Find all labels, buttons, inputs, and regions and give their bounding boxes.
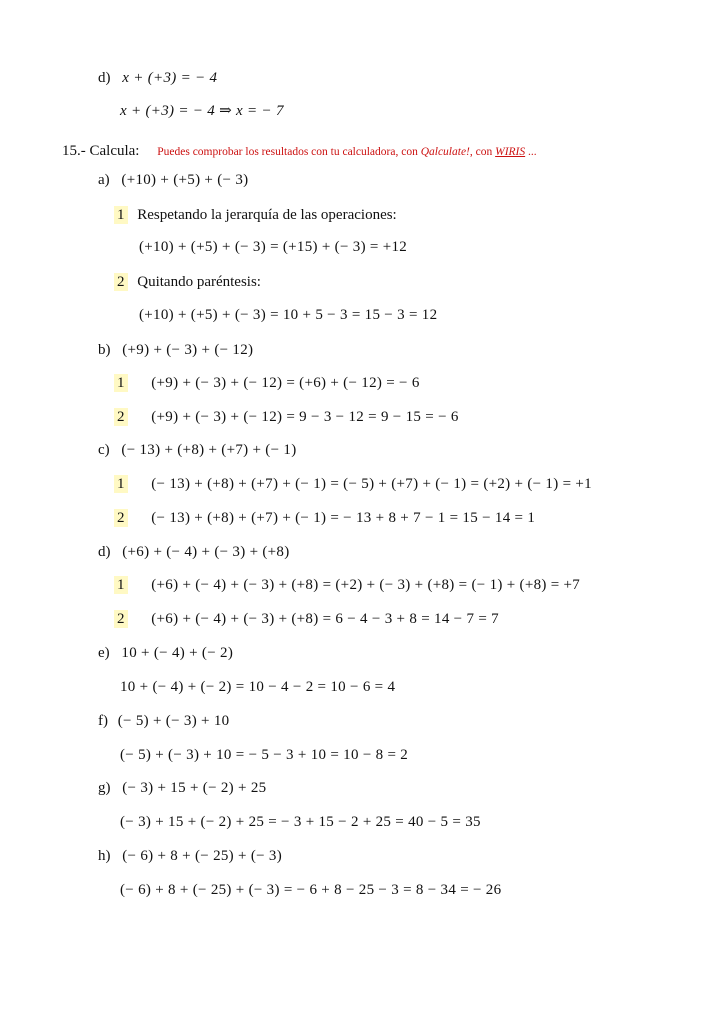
step-text: Respetando la jerarquía de las operaciones: [137,207,397,223]
step-number-badge: 1 [114,576,128,594]
step-number-badge: 2 [114,408,128,426]
expression: (+9) + (− 3) + (− 12) = 9 − 3 − 12 = 9 − 15 = − 6 [151,409,459,425]
step-text: Quitando paréntesis: [137,274,261,290]
expression: (+9) + (− 3) + (− 12) [122,342,254,358]
item-label: b) [98,342,111,358]
exercise-title: 15.- Calcula: [62,143,140,159]
step-number-badge: 2 [114,273,128,291]
step-2-expression [139,305,437,325]
step-1 [114,474,592,494]
expression: (− 5) + (− 3) + 10 [117,713,230,729]
expression: (− 13) + (+8) + (+7) + (− 1) = (− 5) + (+7) + (− 1) = (+2) + (− 1) = +1 [151,476,592,492]
expression: (− 6) + 8 + (− 25) + (− 3) [122,848,283,864]
expression: 10 + (− 4) + (− 2) [121,645,234,661]
exercise-a [98,170,248,190]
step-2 [114,609,499,629]
wiris-link[interactable]: WIRIS [495,146,526,158]
expression: (+6) + (− 4) + (− 3) + (+8) [122,544,290,560]
exercise-header [62,141,537,162]
exercise-g [98,778,266,798]
step-number-badge: 1 [114,374,128,392]
calculator-note [157,146,536,158]
expression: (− 13) + (+8) + (+7) + (− 1) = − 13 + 8 + 7 − 1 = 15 − 14 = 1 [151,510,536,526]
step-2 [114,508,535,528]
exercise-h-solution [120,880,501,900]
step-number-badge: 1 [114,206,128,224]
expression: x + (+3) = − 4 [122,70,218,86]
exercise-h [98,846,282,866]
exercise-f-solution [120,745,408,765]
solution: x + (+3) = − 4 ⇒ x = − 7 [120,103,284,119]
expression: (+10) + (+5) + (− 3) [121,172,249,188]
step-1 [114,575,580,595]
expression: (+10) + (+5) + (− 3) = (+15) + (− 3) = +12 [139,239,408,255]
prev-exercise-d-solution [120,101,284,121]
solution: (− 3) + 15 + (− 2) + 25 = − 3 + 15 − 2 + 25 = 40 − 5 = 35 [120,814,481,830]
prev-exercise-d [98,68,217,88]
exercise-e [98,643,233,663]
expression: (+10) + (+5) + (− 3) = 10 + 5 − 3 = 15 − 3 = 12 [139,307,438,323]
item-label: d) [98,544,111,560]
solution: (− 6) + 8 + (− 25) + (− 3) = − 6 + 8 − 25 − 3 = 8 − 34 = − 26 [120,882,502,898]
step-number-badge: 1 [114,475,128,493]
step-1-expression [139,237,407,257]
exercise-e-solution [120,677,395,697]
item-label: a) [98,172,110,188]
exercise-d [98,542,290,562]
expression: (+6) + (− 4) + (− 3) + (+8) = (+2) + (− 3) + (+8) = (− 1) + (+8) = +7 [151,577,581,593]
note-text: , con [469,146,496,158]
item-label: g) [98,780,111,796]
step-2 [114,272,261,292]
exercise-g-solution [120,812,481,832]
exercise-b [98,340,253,360]
item-label: c) [98,442,110,458]
item-label: e) [98,645,110,661]
step-2 [114,407,459,427]
step-number-badge: 2 [114,509,128,527]
exercise-f [98,711,229,731]
expression: (+6) + (− 4) + (− 3) + (+8) = 6 − 4 − 3 + 8 = 14 − 7 = 7 [151,611,499,627]
solution: 10 + (− 4) + (− 2) = 10 − 4 − 2 = 10 − 6 = 4 [120,679,396,695]
item-label: h) [98,848,111,864]
step-1 [114,373,420,393]
item-label: d) [98,70,111,86]
item-label: f) [98,713,108,729]
note-text: ... [525,146,537,158]
expression: (+9) + (− 3) + (− 12) = (+6) + (− 12) = − 6 [151,375,420,391]
step-1 [114,205,397,225]
expression: (− 3) + 15 + (− 2) + 25 [122,780,267,796]
solution: (− 5) + (− 3) + 10 = − 5 − 3 + 10 = 10 − 8 = 2 [120,747,409,763]
note-text: Puedes comprobar los resultados con tu calculadora, con [157,146,421,158]
expression: (− 13) + (+8) + (+7) + (− 1) [121,442,297,458]
step-number-badge: 2 [114,610,128,628]
qalculate-link[interactable]: Qalculate! [420,146,470,158]
exercise-c [98,440,296,460]
